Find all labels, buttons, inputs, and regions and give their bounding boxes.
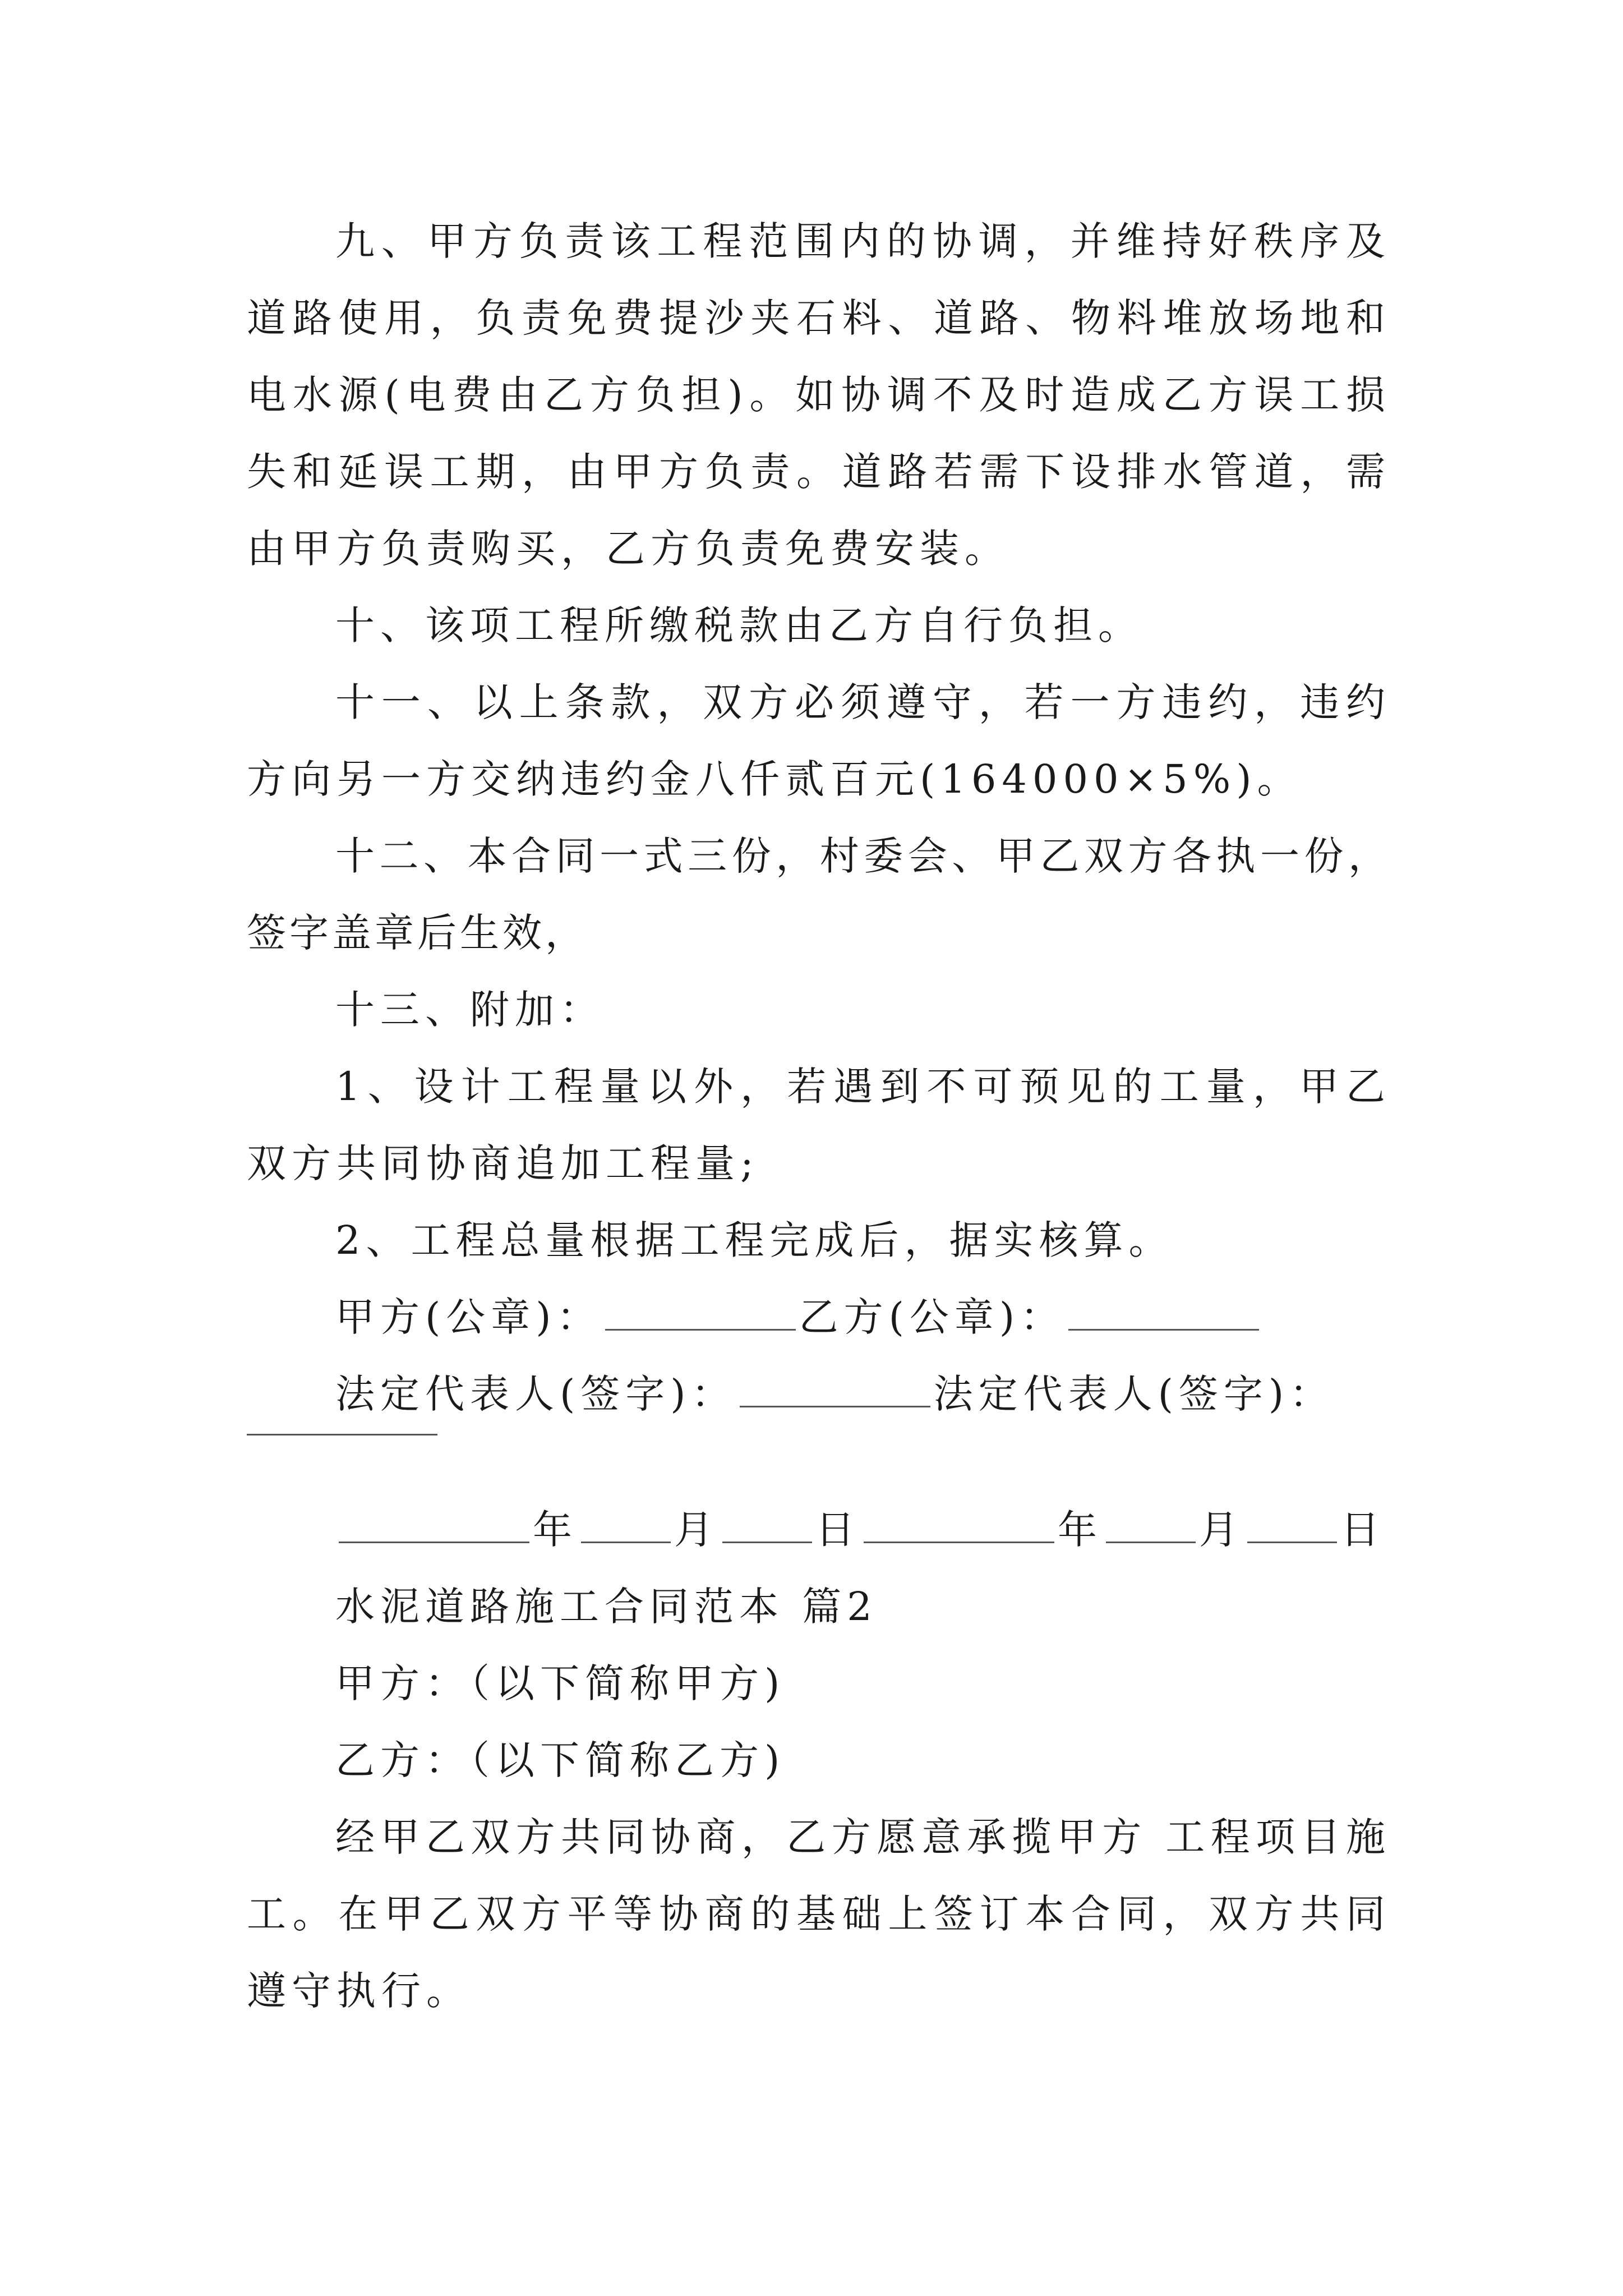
party-b-seal-label: 乙方(公章)：: [799, 1294, 1066, 1340]
section-2-intro: 经甲乙双方共同协商，乙方愿意承揽甲方 工程项目施工。在甲乙双方平等协商的基础上签订本合同，双方共同遵守执行。: [247, 1814, 1391, 2014]
party-a-seal-blank: [605, 1296, 796, 1331]
year-b-blank: [864, 1509, 1054, 1543]
seal-line: [247, 1279, 1391, 1356]
day-b-blank: [1247, 1509, 1337, 1543]
legal-rep-b-blank: [247, 1433, 437, 1435]
section-2-title: 水泥道路施工合同范本 篇2: [335, 1584, 878, 1630]
clause-12: 十二、本合同一式三份，村委会、甲乙双方各执一份，签字盖章后生效，: [247, 833, 1391, 956]
day-a-blank: [722, 1509, 812, 1543]
legal-rep-a-blank: [740, 1373, 930, 1407]
date-line: [247, 1492, 1391, 1568]
month-b-blank: [1106, 1509, 1196, 1543]
appendix-item-1: 1、设计工程量以外，若遇到不可预见的工量，甲乙双方共同协商追加工程量;: [247, 1064, 1391, 1186]
legal-rep-line: [247, 1356, 1391, 1433]
day-b-label: 日: [1340, 1507, 1385, 1553]
party-a-seal-label: 甲方(公章)：: [335, 1294, 602, 1340]
document-body: [247, 203, 1391, 2030]
month-a-blank: [581, 1509, 671, 1543]
clause-9: 九、甲方负责该工程范围内的协调，并维持好秩序及道路使用，负责免费提沙夹石料、道路、物料堆放场地和电水源(电费由乙方负担)。如协调不及时造成乙方误工损失和延误工期，由甲方负责。道路若需下设排水管道，需由甲方负责购买，乙方负责免费安装。: [247, 218, 1391, 572]
year-b-label: 年: [1058, 1507, 1103, 1553]
month-b-label: 月: [1199, 1507, 1244, 1553]
year-a-label: 年: [533, 1507, 578, 1553]
section-2-party-b: 乙方：（以下简称乙方): [335, 1737, 786, 1783]
legal-rep-a-label: 法定代表人(签字)：: [335, 1371, 736, 1417]
party-b-seal-blank: [1068, 1296, 1259, 1331]
day-a-label: 日: [815, 1507, 860, 1553]
legal-rep-b-label: 法定代表人(签字)：: [933, 1371, 1335, 1417]
clause-10: 十、该项工程所缴税款由乙方自行负担。: [335, 602, 1143, 648]
appendix-item-2: 2、工程总量根据工程完成后，据实核算。: [335, 1217, 1174, 1263]
month-a-label: 月: [674, 1507, 719, 1553]
clause-13: 十三、附加：: [335, 987, 605, 1033]
clause-11: 十一、以上条款，双方必须遵守，若一方违约，违约方向另一方交纳违约金八仟贰百元(164000×5%)。: [247, 679, 1391, 802]
section-2-party-a: 甲方：（以下简称甲方): [335, 1660, 786, 1706]
year-a-blank: [339, 1509, 529, 1543]
